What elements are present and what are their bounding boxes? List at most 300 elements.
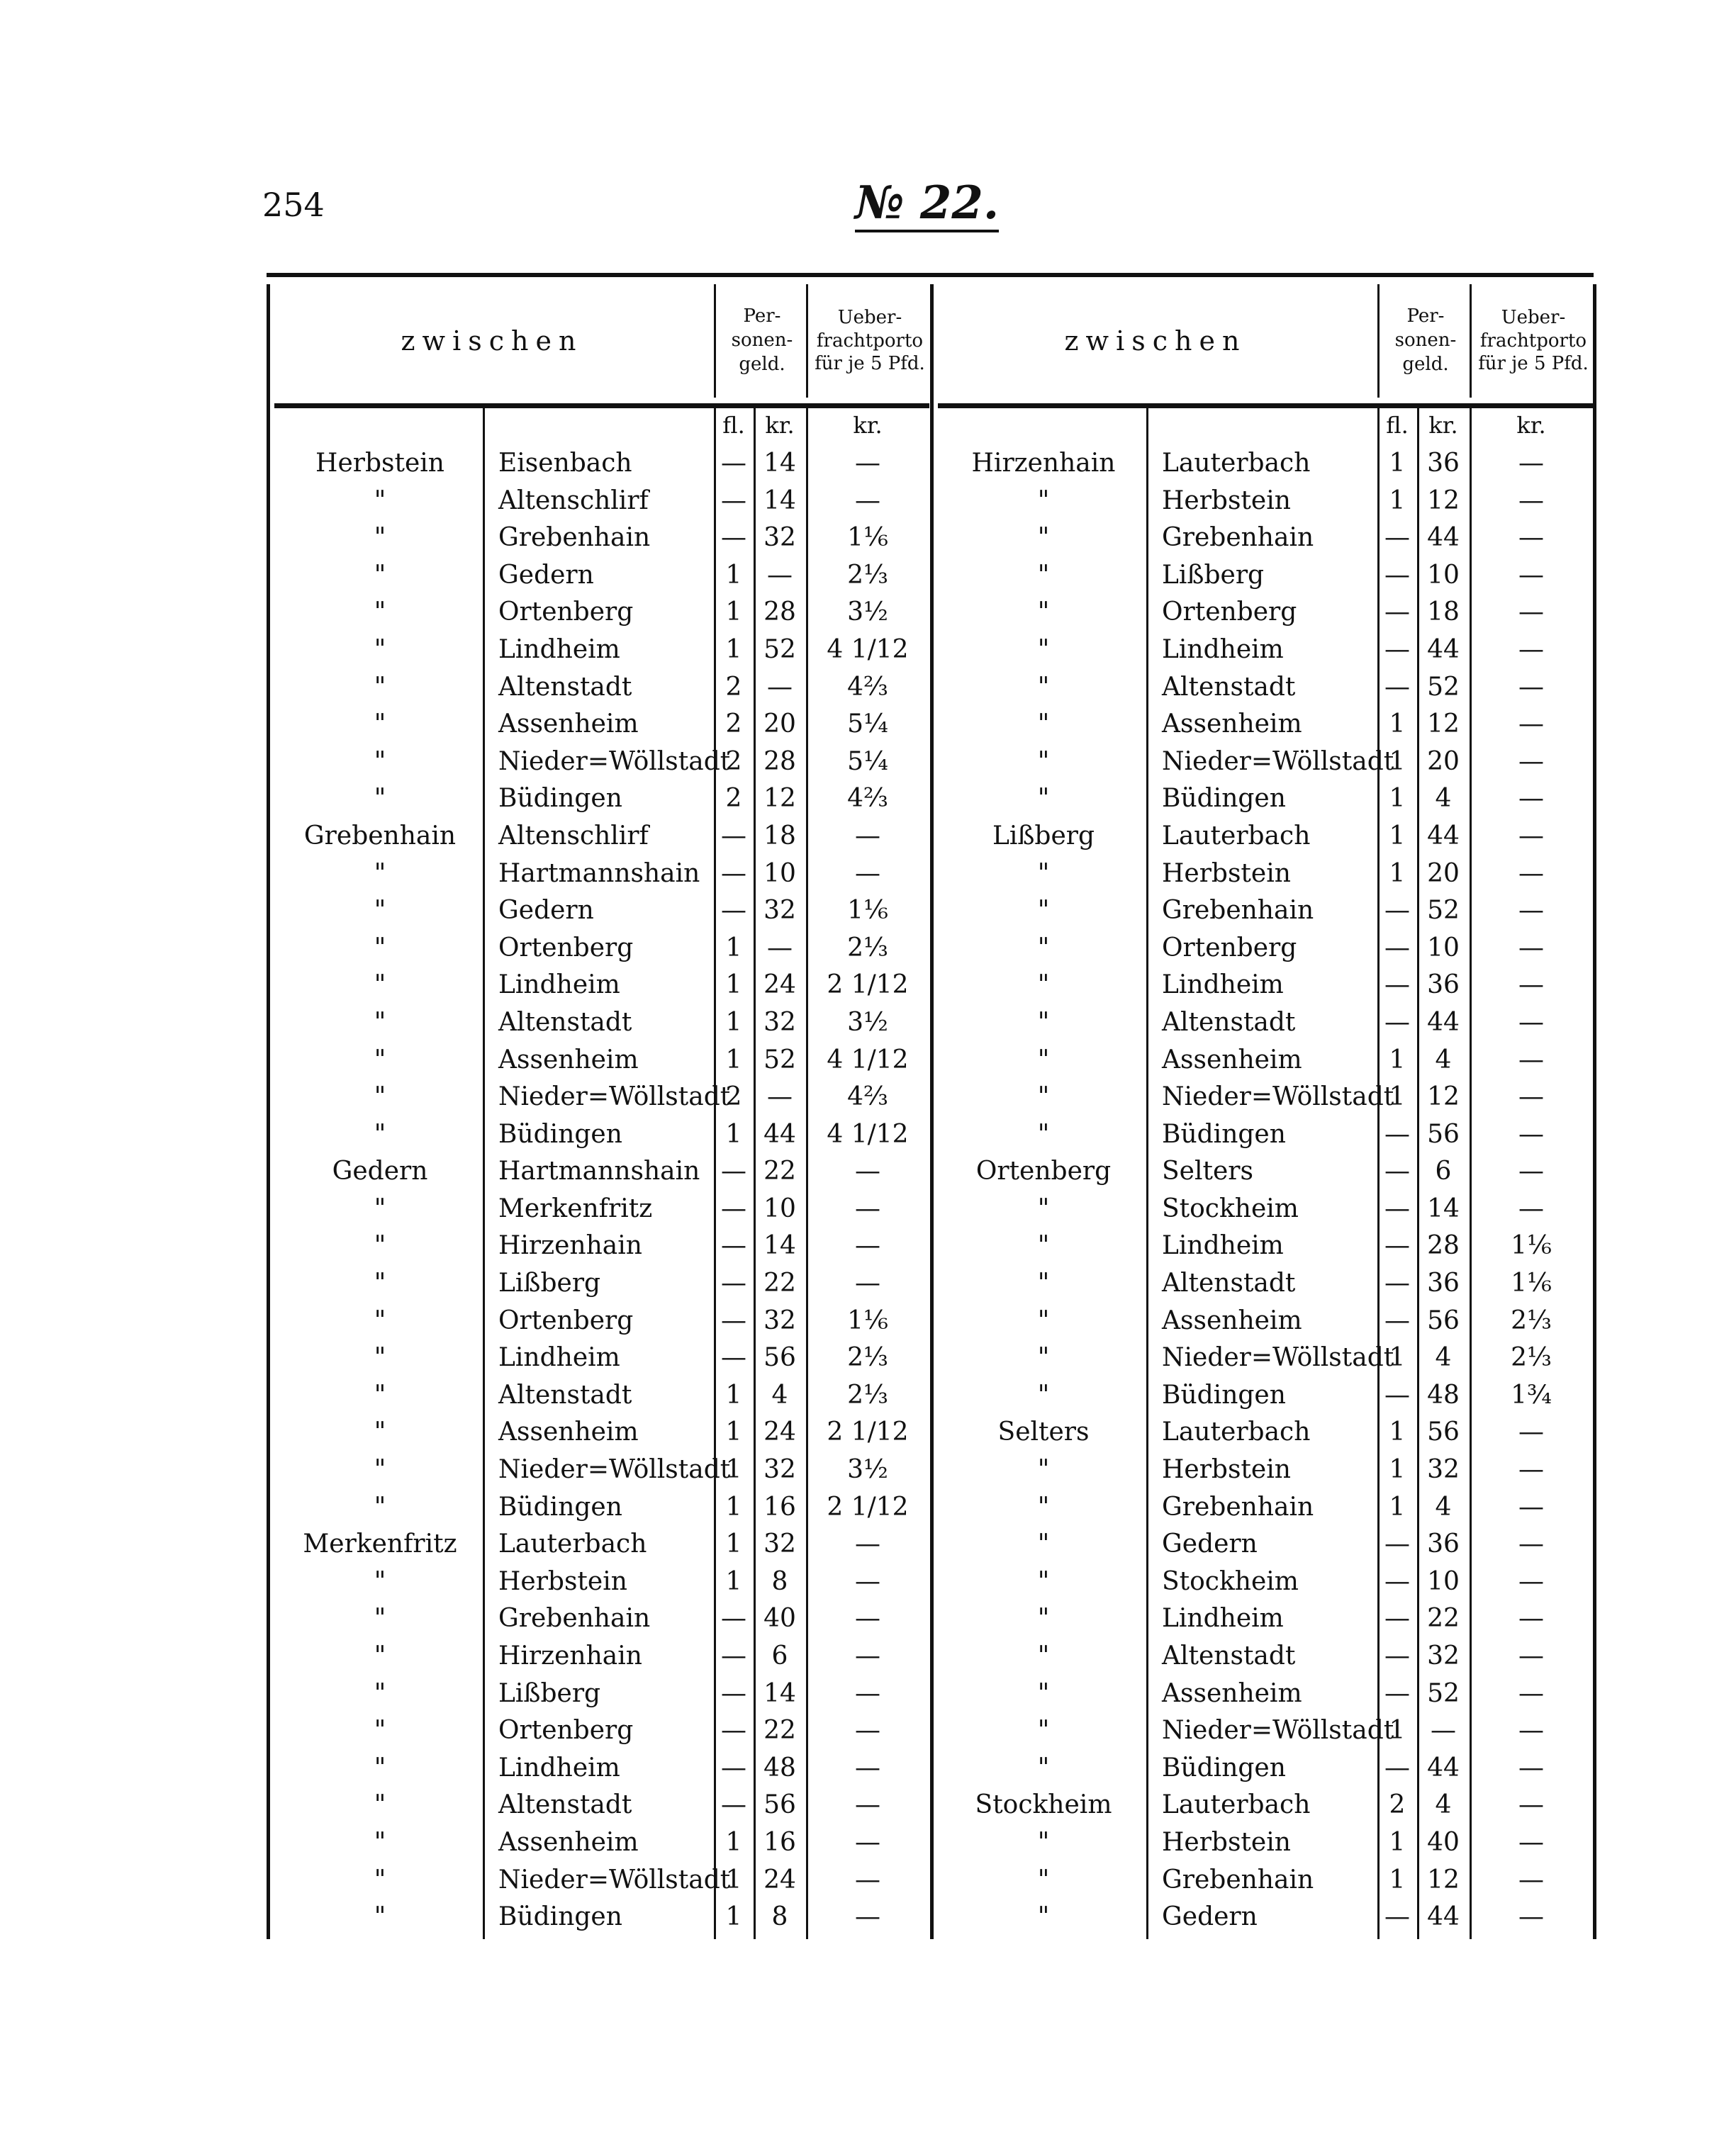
table-row [270, 1490, 929, 1527]
row-kr: 8 [771, 1566, 788, 1596]
row-kr: 56 [1427, 1119, 1460, 1149]
row-from: " [1037, 1566, 1050, 1596]
row-from: " [1037, 709, 1050, 739]
row-from: " [1037, 1343, 1050, 1373]
row-ueberfracht: 5¼ [847, 746, 888, 776]
row-to: Lindheim [1162, 634, 1284, 664]
table-row [270, 1303, 929, 1341]
row-from: " [1037, 1827, 1050, 1857]
fare-table [267, 273, 1594, 1939]
row-to: Merkenfritz [498, 1194, 653, 1223]
row-to: Büdingen [1162, 1380, 1286, 1410]
row-fl: — [1384, 1678, 1410, 1708]
row-from: " [374, 1231, 386, 1261]
row-to: Ortenberg [1162, 597, 1297, 627]
row-from: " [374, 597, 386, 627]
right-rows [934, 446, 1593, 1937]
row-to: Büdingen [498, 1119, 622, 1149]
row-from: " [374, 634, 386, 664]
table-row [270, 1154, 929, 1191]
row-kr: 4 [1435, 1343, 1452, 1373]
row-from: Grebenhain [303, 821, 457, 850]
unit-kr: kr. [1428, 412, 1458, 439]
row-kr: — [767, 1082, 793, 1112]
row-kr: 32 [1427, 1641, 1460, 1671]
unit-row [934, 412, 1593, 440]
row-ueberfracht: — [1518, 1827, 1544, 1857]
row-from: Selters [997, 1417, 1090, 1447]
row-to: Ortenberg [498, 597, 634, 627]
row-from: " [1037, 1306, 1050, 1335]
table-row [270, 632, 929, 670]
row-to: Selters [1162, 1157, 1253, 1186]
unit-ueber-kr: kr. [1516, 412, 1546, 439]
row-to: Hartmannshain [498, 1157, 700, 1186]
row-fl: 1 [725, 560, 742, 590]
row-fl: — [721, 485, 746, 515]
row-kr: 20 [1427, 858, 1460, 888]
row-from: " [1037, 1119, 1050, 1149]
row-fl: 1 [725, 1007, 742, 1037]
table-row [270, 1452, 929, 1490]
row-ueberfracht: — [1518, 933, 1544, 962]
row-from: " [374, 858, 386, 888]
table-row [934, 1751, 1593, 1788]
row-fl: 1 [1389, 449, 1406, 478]
row-fl: 1 [725, 1417, 742, 1447]
row-to: Herbstein [498, 1566, 627, 1596]
row-from: " [1037, 1678, 1050, 1708]
header-rule [274, 403, 929, 408]
table-row [270, 595, 929, 632]
row-to: Altenstadt [1162, 1269, 1296, 1298]
table-row [270, 1117, 929, 1155]
row-fl: — [1384, 523, 1410, 553]
row-fl: — [1384, 1566, 1410, 1596]
row-kr: 56 [763, 1343, 796, 1373]
row-fl: 1 [1389, 1455, 1406, 1485]
row-kr: 56 [1427, 1306, 1460, 1335]
row-fl: — [721, 896, 746, 926]
row-kr: 48 [1427, 1380, 1460, 1410]
row-ueberfracht: — [1518, 1865, 1544, 1894]
unit-fl: fl. [1386, 412, 1409, 439]
row-fl: 1 [725, 1827, 742, 1857]
row-ueberfracht: — [855, 1678, 880, 1708]
row-fl: — [1384, 970, 1410, 1000]
row-kr: 28 [763, 746, 796, 776]
row-ueberfracht: — [1518, 1455, 1544, 1485]
row-from: " [374, 1678, 386, 1708]
row-kr: 44 [1427, 1753, 1460, 1782]
row-to: Herbstein [1162, 485, 1291, 515]
row-from: " [1037, 1865, 1050, 1894]
table-row [934, 446, 1593, 483]
table-row [270, 1564, 929, 1602]
row-ueberfracht: 4⅔ [847, 672, 888, 702]
row-fl: — [1384, 933, 1410, 962]
row-ueberfracht: — [1518, 746, 1544, 776]
row-kr: 20 [1427, 746, 1460, 776]
row-from: " [374, 1604, 386, 1634]
table-row [934, 483, 1593, 521]
row-to: Altenschlirf [498, 821, 649, 850]
row-kr: 32 [763, 1007, 796, 1037]
table-row [934, 1079, 1593, 1117]
row-ueberfracht: — [1518, 1566, 1544, 1596]
row-kr: 16 [763, 1492, 796, 1522]
row-fl: — [721, 1678, 746, 1708]
row-to: Gedern [1162, 1529, 1258, 1559]
table-row [270, 1676, 929, 1714]
row-kr: 52 [1427, 1678, 1460, 1708]
table-row [270, 1378, 929, 1415]
table-row [934, 1787, 1593, 1825]
row-to: Gedern [498, 560, 594, 590]
row-fl: 1 [1389, 858, 1406, 888]
row-kr: 32 [763, 523, 796, 553]
table-row [270, 856, 929, 894]
row-ueberfracht: — [855, 1753, 880, 1782]
row-from: " [374, 1790, 386, 1820]
table-row [934, 1564, 1593, 1602]
row-to: Altenstadt [498, 1790, 632, 1820]
row-ueberfracht: 1⅙ [847, 896, 888, 926]
row-from: " [374, 1380, 386, 1410]
row-to: Ortenberg [498, 1716, 634, 1746]
row-to: Herbstein [1162, 1455, 1291, 1485]
table-row [270, 483, 929, 521]
row-from: " [374, 1119, 386, 1149]
row-fl: 1 [725, 1865, 742, 1894]
row-kr: 14 [763, 485, 796, 515]
row-ueberfracht: — [1518, 784, 1544, 814]
row-from: " [374, 1194, 386, 1223]
row-from: " [374, 1716, 386, 1746]
table-row [934, 1899, 1593, 1937]
row-ueberfracht: — [855, 1790, 880, 1820]
row-fl: 1 [725, 1455, 742, 1485]
row-from: " [1037, 672, 1050, 702]
row-ueberfracht: — [1518, 672, 1544, 702]
row-kr: 36 [1427, 1269, 1460, 1298]
row-to: Lißberg [1162, 560, 1265, 590]
row-kr: 52 [1427, 896, 1460, 926]
row-ueberfracht: — [1518, 858, 1544, 888]
row-from: Gedern [332, 1157, 428, 1186]
row-kr: 44 [1427, 1902, 1460, 1932]
row-fl: — [1384, 672, 1410, 702]
row-fl: 1 [1389, 1417, 1406, 1447]
row-ueberfracht: 4 1/12 [827, 1119, 909, 1149]
row-from: " [1037, 1641, 1050, 1671]
row-to: Grebenhain [1162, 1865, 1314, 1894]
row-kr: 36 [1427, 1529, 1460, 1559]
row-kr: 12 [1427, 1082, 1460, 1112]
row-ueberfracht: — [1518, 560, 1544, 590]
table-row [934, 744, 1593, 782]
table-row [934, 1340, 1593, 1378]
row-kr: 44 [1427, 1007, 1460, 1037]
row-kr: 22 [763, 1269, 796, 1298]
table-row [270, 1079, 929, 1117]
header-zwischen: zwischen [1064, 325, 1247, 356]
row-kr: 36 [1427, 970, 1460, 1000]
row-from: " [374, 1902, 386, 1932]
row-fl: — [721, 1790, 746, 1820]
row-from: " [1037, 858, 1050, 888]
row-fl: — [721, 1604, 746, 1634]
table-row [270, 1825, 929, 1863]
row-ueberfracht: — [1518, 1492, 1544, 1522]
table-row [934, 1266, 1593, 1303]
left-rows [270, 446, 929, 1937]
header-ueberfrachtporto: Ueber- frachtporto für je 5 Pfd. [806, 284, 931, 398]
table-row [934, 707, 1593, 744]
row-fl: 2 [1389, 1790, 1406, 1820]
row-from: " [374, 1641, 386, 1671]
row-from: " [1037, 1380, 1050, 1410]
table-row [934, 1043, 1593, 1080]
row-ueberfracht: — [1518, 1417, 1544, 1447]
row-fl: — [1384, 1119, 1410, 1149]
row-fl: 1 [1389, 821, 1406, 850]
row-kr: 44 [1427, 523, 1460, 553]
row-ueberfracht: — [1518, 896, 1544, 926]
row-ueberfracht: 2⅓ [847, 1343, 888, 1373]
row-from: Herbstein [315, 449, 444, 478]
row-ueberfracht: — [1518, 449, 1544, 478]
row-from: " [1037, 1492, 1050, 1522]
row-fl: 1 [1389, 746, 1406, 776]
table-row [270, 1043, 929, 1080]
row-ueberfracht: — [1518, 1902, 1544, 1932]
row-kr: 4 [771, 1380, 788, 1410]
row-kr: 44 [1427, 634, 1460, 664]
row-fl: — [721, 1716, 746, 1746]
row-ueberfracht: 4 1/12 [827, 1045, 909, 1074]
row-kr: 10 [763, 858, 796, 888]
row-fl: — [1384, 560, 1410, 590]
row-fl: — [1384, 1641, 1410, 1671]
row-ueberfracht: — [1518, 485, 1544, 515]
row-fl: — [721, 1343, 746, 1373]
table-row [934, 819, 1593, 856]
unit-ueber-kr: kr. [853, 412, 883, 439]
row-fl: 2 [725, 784, 742, 814]
row-to: Nieder=Wöllstadt [498, 1455, 731, 1485]
row-fl: — [721, 821, 746, 850]
row-to: Büdingen [498, 784, 622, 814]
row-from: " [374, 1343, 386, 1373]
row-fl: — [1384, 1529, 1410, 1559]
row-to: Grebenhain [498, 1604, 651, 1634]
row-fl: — [1384, 1753, 1410, 1782]
row-ueberfracht: 2⅓ [847, 560, 888, 590]
row-kr: 10 [1427, 1566, 1460, 1596]
row-fl: 1 [725, 1566, 742, 1596]
row-kr: 22 [763, 1157, 796, 1186]
row-to: Büdingen [498, 1492, 622, 1522]
row-kr: 16 [763, 1827, 796, 1857]
row-ueberfracht: 3½ [847, 1455, 888, 1485]
row-to: Nieder=Wöllstadt [1162, 1716, 1394, 1746]
row-to: Assenheim [498, 1045, 639, 1074]
header-ueberfrachtporto: Ueber- frachtporto für je 5 Pfd. [1470, 284, 1595, 398]
row-from: " [1037, 1007, 1050, 1037]
row-ueberfracht: — [1518, 1194, 1544, 1223]
table-row [270, 1415, 929, 1452]
row-fl: — [1384, 1157, 1410, 1186]
table-row [270, 707, 929, 744]
row-ueberfracht: — [1518, 1678, 1544, 1708]
row-from: " [1037, 1529, 1050, 1559]
row-to: Grebenhain [1162, 896, 1314, 926]
row-fl: — [721, 1269, 746, 1298]
row-fl: — [721, 1194, 746, 1223]
table-row [270, 1527, 929, 1564]
row-from: " [1037, 896, 1050, 926]
row-ueberfracht: — [855, 1157, 880, 1186]
row-to: Büdingen [1162, 1753, 1286, 1782]
row-ueberfracht: 1¾ [1511, 1380, 1552, 1410]
row-from: " [1037, 1604, 1050, 1634]
row-to: Ortenberg [498, 933, 634, 962]
row-from: " [1037, 746, 1050, 776]
row-fl: — [1384, 1194, 1410, 1223]
row-to: Assenheim [498, 1417, 639, 1447]
row-from: Lißberg [992, 821, 1095, 850]
table-row [270, 1340, 929, 1378]
row-kr: 14 [763, 449, 796, 478]
row-ueberfracht: 4⅔ [847, 784, 888, 814]
row-fl: — [721, 1641, 746, 1671]
table-row [934, 595, 1593, 632]
row-kr: 28 [1427, 1231, 1460, 1261]
row-ueberfracht: — [855, 449, 880, 478]
row-kr: 22 [1427, 1604, 1460, 1634]
row-from: " [374, 1045, 386, 1074]
row-kr: 12 [1427, 1865, 1460, 1894]
row-fl: 1 [725, 1380, 742, 1410]
row-from: " [374, 1417, 386, 1447]
row-ueberfracht: 2 1/12 [827, 970, 909, 1000]
row-to: Altenstadt [498, 1007, 632, 1037]
table-row [270, 819, 929, 856]
row-kr: 14 [1427, 1194, 1460, 1223]
row-to: Assenheim [498, 709, 639, 739]
table-row [270, 670, 929, 707]
row-ueberfracht: — [855, 485, 880, 515]
row-fl: — [721, 1231, 746, 1261]
row-ueberfracht: 4 1/12 [827, 634, 909, 664]
table-row [270, 520, 929, 558]
table-row [934, 1154, 1593, 1191]
row-ueberfracht: — [1518, 1716, 1544, 1746]
row-fl: — [721, 1157, 746, 1186]
row-from: " [374, 970, 386, 1000]
row-fl: — [1384, 1604, 1410, 1634]
row-ueberfracht: 2⅓ [847, 933, 888, 962]
row-kr: 18 [1427, 597, 1460, 627]
row-fl: 1 [1389, 1343, 1406, 1373]
table-row [934, 931, 1593, 968]
row-fl: 1 [1389, 1492, 1406, 1522]
table-row [270, 1601, 929, 1639]
row-fl: 1 [1389, 1865, 1406, 1894]
table-row [934, 1713, 1593, 1751]
table-left-half [267, 284, 929, 1939]
row-kr: 10 [1427, 560, 1460, 590]
row-from: " [374, 1306, 386, 1335]
page-number: 254 [262, 186, 325, 224]
row-fl: — [721, 449, 746, 478]
row-ueberfracht: — [1518, 1157, 1544, 1186]
row-ueberfracht: 3½ [847, 597, 888, 627]
table-row [934, 1863, 1593, 1900]
row-kr: 14 [763, 1231, 796, 1261]
row-to: Grebenhain [1162, 1492, 1314, 1522]
row-from: Hirzenhain [971, 449, 1116, 478]
row-to: Lauterbach [1162, 1790, 1311, 1820]
row-kr: 56 [1427, 1417, 1460, 1447]
row-fl: — [721, 1306, 746, 1335]
row-to: Assenheim [1162, 1045, 1302, 1074]
row-ueberfracht: — [1518, 597, 1544, 627]
row-fl: 1 [1389, 709, 1406, 739]
row-fl: 1 [725, 597, 742, 627]
row-from: " [374, 1082, 386, 1112]
row-kr: 52 [763, 1045, 796, 1074]
row-kr: 24 [763, 1865, 796, 1894]
table-row [934, 632, 1593, 670]
row-ueberfracht: — [1518, 1753, 1544, 1782]
row-ueberfracht: — [1518, 821, 1544, 850]
table-row [270, 1751, 929, 1788]
row-ueberfracht: — [855, 1641, 880, 1671]
table-row [270, 1787, 929, 1825]
row-to: Lindheim [1162, 1604, 1284, 1634]
row-to: Lindheim [498, 1343, 620, 1373]
row-fl: 1 [1389, 485, 1406, 515]
row-from: " [374, 1865, 386, 1894]
row-ueberfracht: — [855, 1566, 880, 1596]
row-to: Nieder=Wöllstadt [1162, 746, 1394, 776]
row-from: " [374, 1455, 386, 1485]
row-from: " [374, 1269, 386, 1298]
row-ueberfracht: 4⅔ [847, 1082, 888, 1112]
row-to: Gedern [498, 896, 594, 926]
row-from: " [1037, 560, 1050, 590]
row-kr: 24 [763, 970, 796, 1000]
row-ueberfracht: — [1518, 970, 1544, 1000]
row-from: " [374, 896, 386, 926]
row-fl: 2 [725, 672, 742, 702]
row-kr: 32 [1427, 1455, 1460, 1485]
table-row [934, 1452, 1593, 1490]
row-kr: 12 [1427, 709, 1460, 739]
row-from: " [1037, 1045, 1050, 1074]
row-from: " [374, 933, 386, 962]
row-kr: 20 [763, 709, 796, 739]
row-kr: 12 [1427, 485, 1460, 515]
row-to: Assenheim [1162, 709, 1302, 739]
row-from: " [1037, 1194, 1050, 1223]
row-to: Assenheim [1162, 1678, 1302, 1708]
row-kr: 32 [763, 1529, 796, 1559]
row-ueberfracht: — [1518, 1119, 1544, 1149]
table-row [934, 1303, 1593, 1341]
